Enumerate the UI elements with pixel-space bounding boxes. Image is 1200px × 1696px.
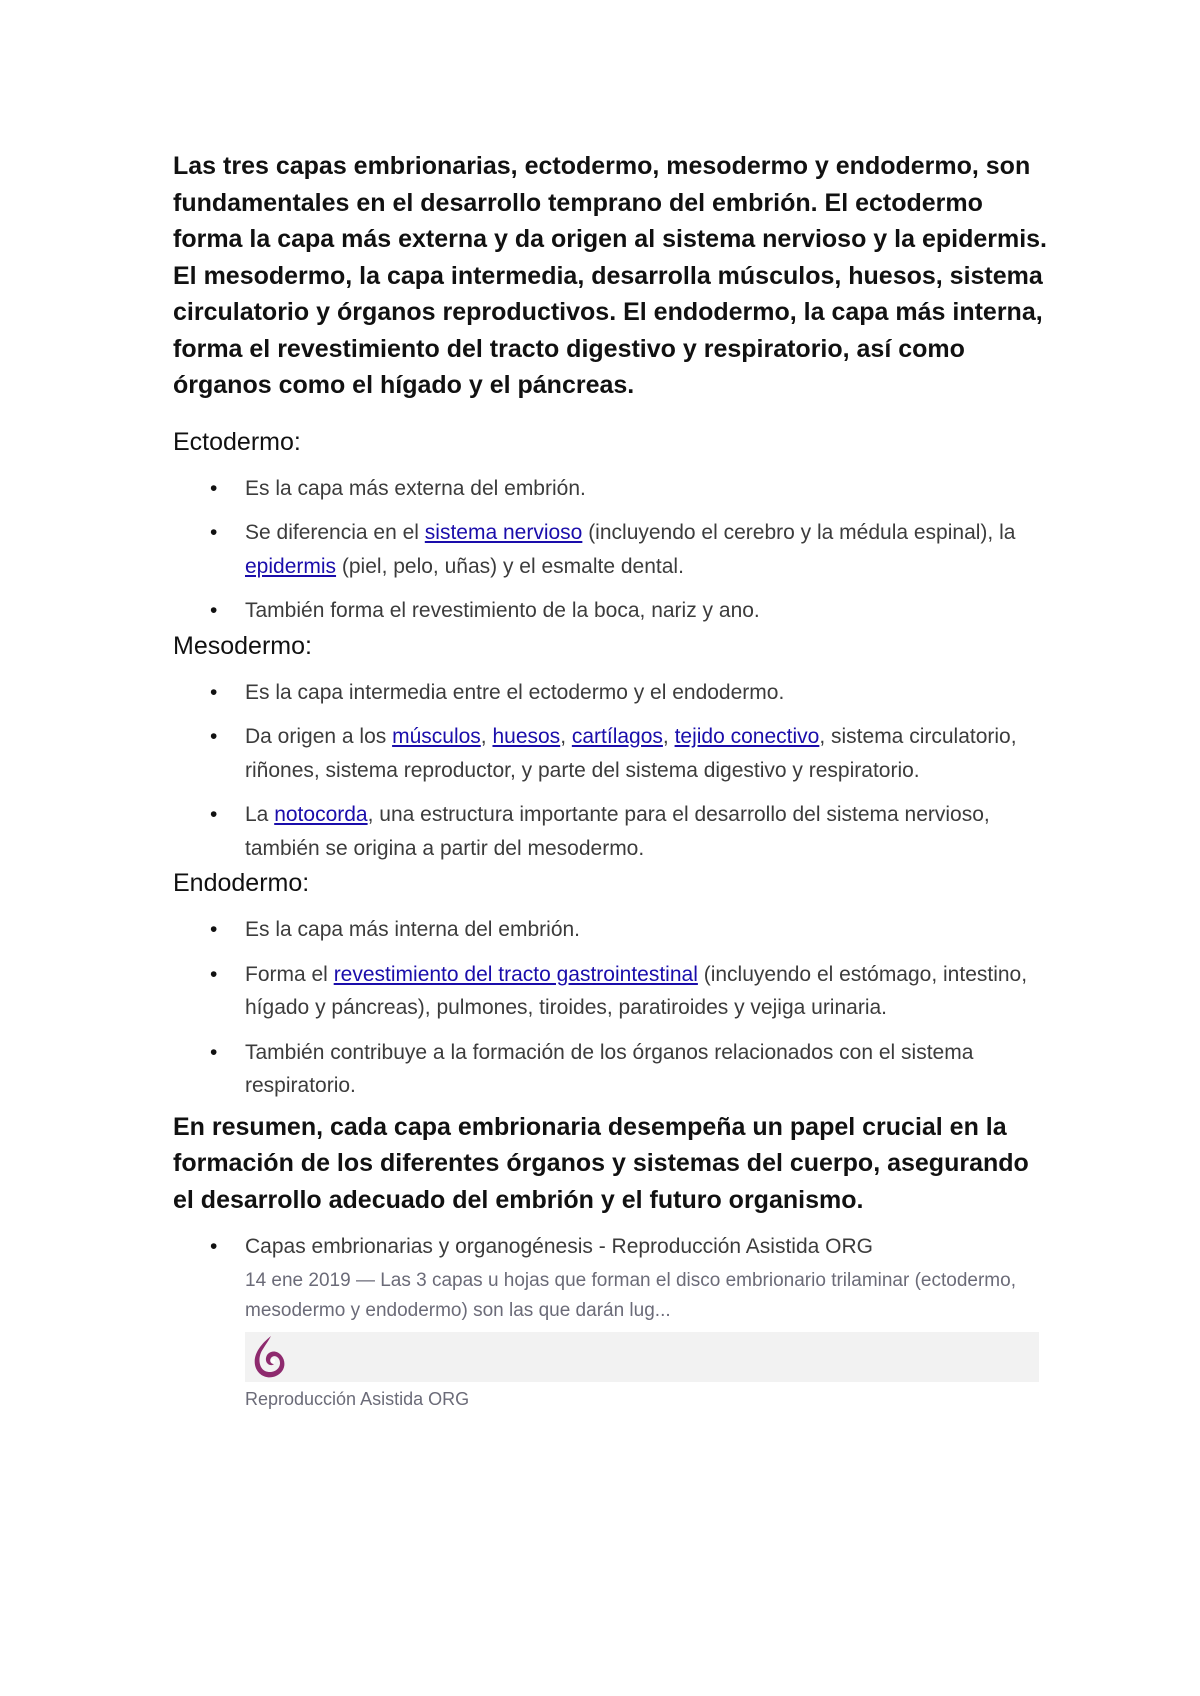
bullet-icon: • xyxy=(210,599,218,622)
reference-logo-box[interactable] xyxy=(245,1332,1039,1382)
reproduccion-asistida-logo-icon xyxy=(249,1334,289,1380)
list-item-text: (incluyendo el cerebro y la médula espinal), la xyxy=(582,521,1016,544)
section-title-endodermo: Endodermo: xyxy=(173,869,310,897)
bullet-icon: • xyxy=(210,521,218,544)
reference-list xyxy=(173,1230,1053,1412)
link-huesos[interactable]: huesos xyxy=(492,725,561,748)
list-item-text: Es la capa más externa del embrión. xyxy=(245,476,586,500)
bullet-icon: • xyxy=(210,918,218,941)
list-item-text: La xyxy=(245,803,275,826)
intro-paragraph: Las tres capas embrionarias, ectodermo, mesodermo y endodermo, son fundamentales en el desarrollo temprano del embrión. El ectodermo forma la capa más externa y da origen al sistema nervioso y la epidermis. El mesodermo, la capa intermedia, desarrolla músculos, huesos, sistema circulatorio y órganos reproductivos. El endodermo, la capa más interna, forma el revestimiento del tracto digestivo y respiratorio, así como órganos como el hígado y el páncreas. xyxy=(173,152,1047,399)
list-item-text: , sistema circulatorio, riñones, sistema reproductor, y parte del sistema digestivo y respiratorio. xyxy=(245,725,1017,782)
bullet-icon: • xyxy=(210,725,218,748)
bullet-icon: • xyxy=(210,1040,218,1064)
link-revestimiento-tracto-gastrointestinal[interactable]: revestimiento del tracto gastrointestinal xyxy=(333,962,698,986)
bullet-icon: • xyxy=(210,962,218,986)
bullet-icon: • xyxy=(210,803,218,826)
list-item xyxy=(173,958,1053,1025)
list-item-text: , una estructura importante para el desarrollo del sistema nervioso, también se origina a partir del mesodermo. xyxy=(245,803,990,860)
list-item xyxy=(173,720,1053,787)
list-item-text: También contribuye a la formación de los órganos relacionados con el sistema respiratorio. xyxy=(245,1040,974,1097)
list-item xyxy=(173,516,1053,583)
list-item xyxy=(173,472,1053,506)
link-cartilagos[interactable]: cartílagos xyxy=(571,725,663,748)
document-content xyxy=(173,148,1053,1412)
link-tejido-conectivo[interactable]: tejido conectivo xyxy=(674,725,820,748)
list-item-text: , xyxy=(480,725,493,748)
list-item-text: Da origen a los xyxy=(245,725,393,748)
list-item-text: , xyxy=(560,725,572,748)
list-item-text: , xyxy=(662,725,675,748)
list-item-text: Se diferencia en el xyxy=(245,521,425,544)
reference-source: Reproducción Asistida ORG xyxy=(245,1388,470,1409)
link-sistema-nervioso[interactable]: sistema nervioso xyxy=(424,521,583,544)
bullet-icon: • xyxy=(210,476,218,500)
summary-paragraph: En resumen, cada capa embrionaria desempeña un papel crucial en la formación de los diferentes órganos y sistemas del cuerpo, asegurando el desarrollo adecuado del embrión y el futuro organismo. xyxy=(173,1112,1029,1214)
list-item xyxy=(173,594,1053,628)
list-item-text: Es la capa más interna del embrión. xyxy=(245,918,581,941)
list-item xyxy=(173,1036,1053,1103)
list-item xyxy=(173,913,1053,947)
reference-snippet: 14 ene 2019 — Las 3 capas u hojas que forman el disco embrionario trilaminar (ectodermo, mesodermo y endodermo) son las que darán lug... xyxy=(245,1269,1016,1321)
endodermo-list xyxy=(173,913,1053,1103)
reference-item xyxy=(173,1230,1053,1412)
section-title-mesodermo: Mesodermo: xyxy=(173,631,312,660)
list-item-text: Es la capa intermedia entre el ectodermo y el endodermo. xyxy=(245,680,785,704)
list-item-text: Forma el xyxy=(245,962,334,986)
reference-title[interactable]: Capas embrionarias y organogénesis - Reproducción Asistida ORG xyxy=(245,1235,873,1258)
link-notocorda[interactable]: notocorda xyxy=(274,803,368,826)
bullet-icon: • xyxy=(210,680,218,704)
list-item xyxy=(173,676,1053,710)
link-musculos[interactable]: músculos xyxy=(392,725,481,748)
ectodermo-list xyxy=(173,472,1053,628)
list-item-text: (piel, pelo, uñas) y el esmalte dental. xyxy=(336,554,684,578)
list-item xyxy=(173,798,1053,865)
list-item-text: También forma el revestimiento de la boca, nariz y ano. xyxy=(245,599,760,622)
bullet-icon: • xyxy=(210,1235,218,1258)
section-title-ectodermo: Ectodermo: xyxy=(173,427,301,456)
link-epidermis[interactable]: epidermis xyxy=(245,554,337,578)
list-item-text: (incluyendo el estómago, intestino, hígado y páncreas), pulmones, tiroides, paratiroides y vejiga urinaria. xyxy=(245,962,1028,1019)
mesodermo-list xyxy=(173,676,1053,866)
